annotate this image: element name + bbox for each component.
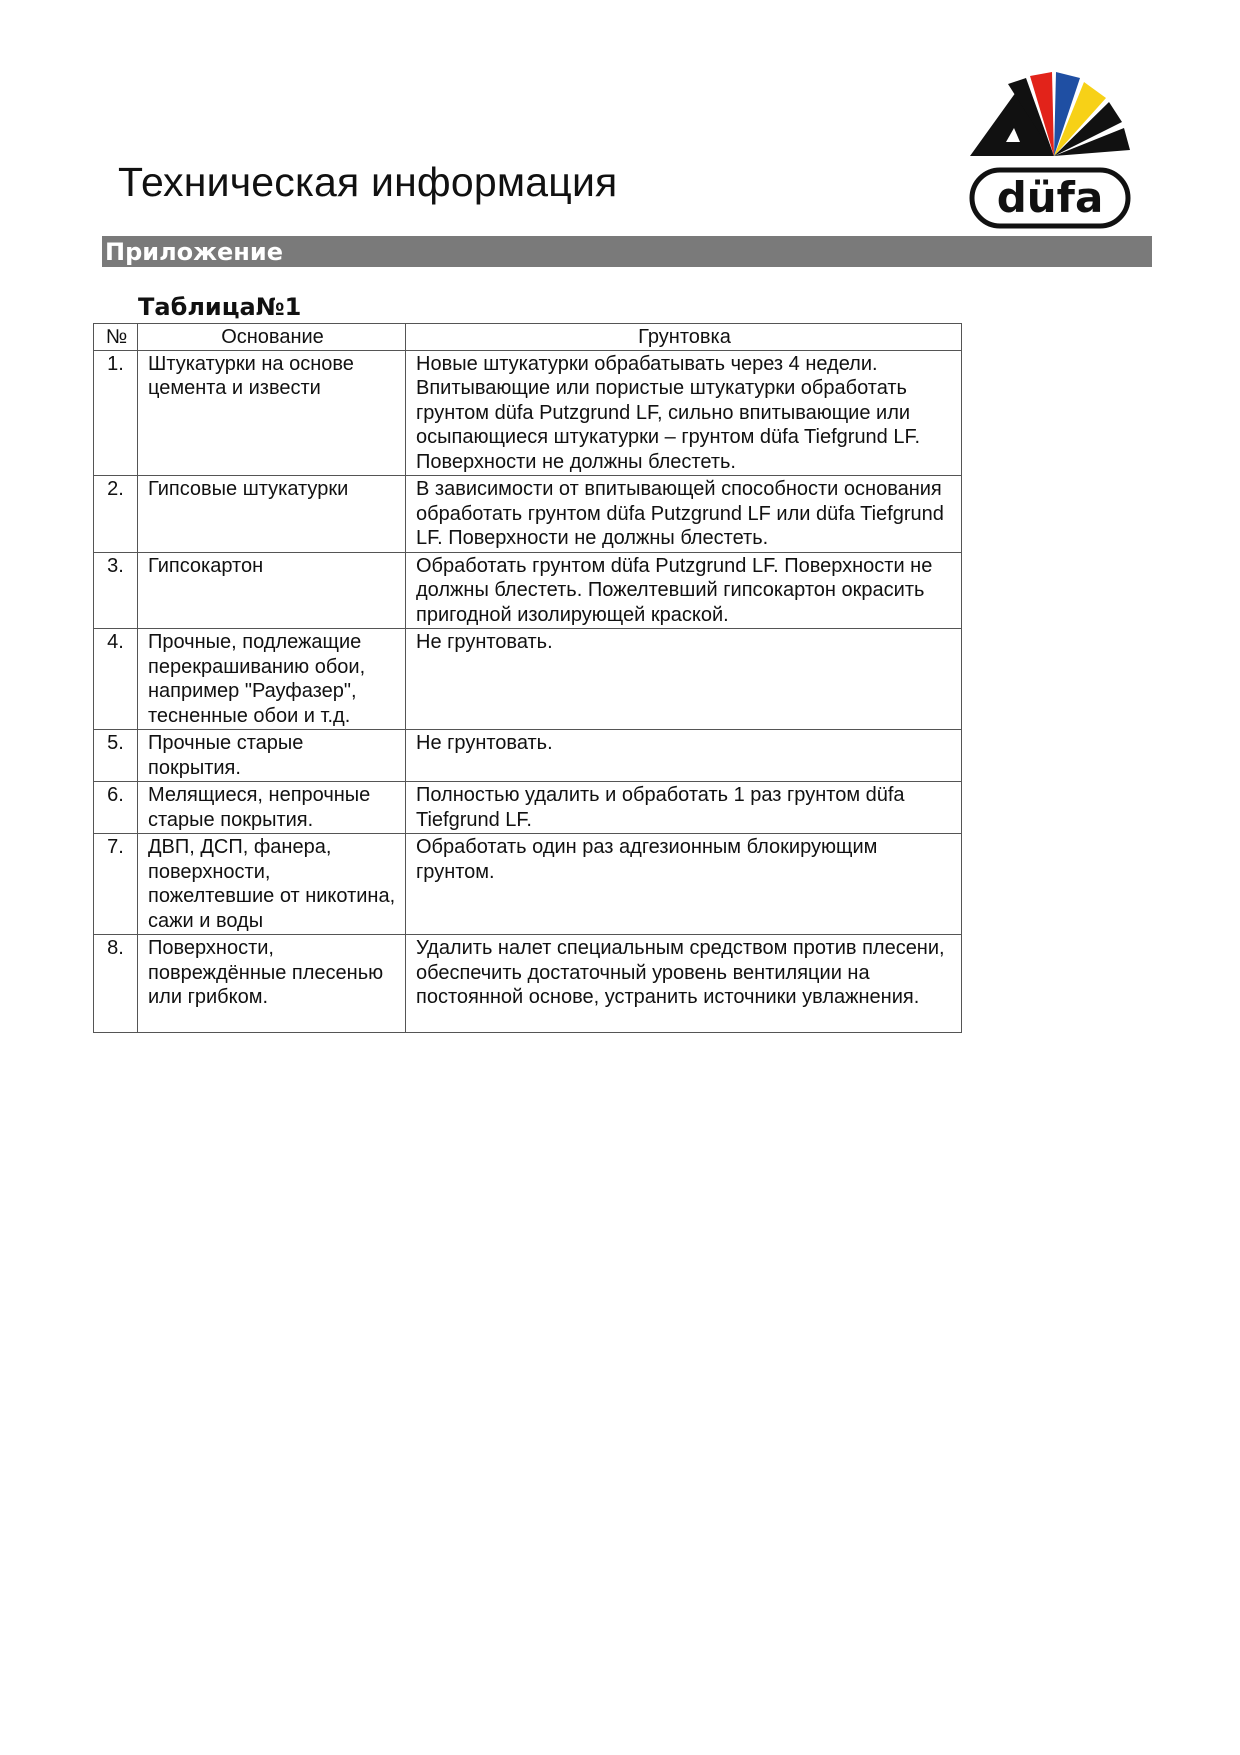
- row-base: Прочные старые покрытия.: [138, 730, 406, 782]
- row-primer: Не грунтовать.: [406, 629, 962, 730]
- row-number: 7.: [94, 834, 138, 935]
- table-row: [94, 350, 962, 476]
- primer-table: [93, 323, 962, 1033]
- table-row: [94, 629, 962, 730]
- row-number: 8.: [94, 935, 138, 1033]
- page-title: Техническая информация: [118, 159, 618, 205]
- row-base: Штукатурки на основе цемента и извести: [138, 350, 406, 476]
- row-base: Мелящиеся, непрочные старые покрытия.: [138, 782, 406, 834]
- header-number: №: [94, 324, 138, 351]
- row-primer: Удалить налет специальным средством против плесени, обеспечить достаточный уровень вентиляции на постоянной основе, устранить источники увлажнения.: [406, 935, 962, 1033]
- row-number: 1.: [94, 350, 138, 476]
- row-primer: Полностью удалить и обработать 1 раз грунтом düfa Tiefgrund LF.: [406, 782, 962, 834]
- dufa-logo: [968, 72, 1132, 232]
- row-base: Поверхности, повреждённые плесенью или грибком.: [138, 935, 406, 1033]
- header-primer: Грунтовка: [406, 324, 962, 351]
- row-number: 5.: [94, 730, 138, 782]
- row-number: 4.: [94, 629, 138, 730]
- table-row: [94, 730, 962, 782]
- row-base: Прочные, подлежащие перекрашиванию обои, например "Рауфазер", тесненные обои и т.д.: [138, 629, 406, 730]
- table-header-row: [94, 324, 962, 351]
- table-row: [94, 782, 962, 834]
- table-caption: Таблица№1: [138, 293, 302, 321]
- row-primer: Обработать грунтом düfa Putzgrund LF. Поверхности не должны блестеть. Пожелтевший гипсокартон окрасить пригодной изолирующей краской.: [406, 552, 962, 629]
- row-base: Гипсовые штукатурки: [138, 476, 406, 553]
- section-header-bar: [102, 236, 1152, 267]
- row-number: 3.: [94, 552, 138, 629]
- dufa-logo-graphic: [968, 72, 1132, 232]
- row-primer: Не грунтовать.: [406, 730, 962, 782]
- header-base: Основание: [138, 324, 406, 351]
- section-title: Приложение: [105, 238, 283, 266]
- row-primer: Обработать один раз адгезионным блокирующим грунтом.: [406, 834, 962, 935]
- row-number: 6.: [94, 782, 138, 834]
- table-row: [94, 552, 962, 629]
- row-primer: Новые штукатурки обрабатывать через 4 недели. Впитывающие или пористые штукатурки обработать грунтом düfa Putzgrund LF, сильно впитывающие или осыпающиеся штукатурки – грунтом düfa Tiefgrund LF. Поверхности не должны блестеть.: [406, 350, 962, 476]
- table-row: [94, 935, 962, 1033]
- logo-wordmark: düfa: [996, 173, 1104, 222]
- table-row: [94, 476, 962, 553]
- row-primer: В зависимости от впитывающей способности основания обработать грунтом düfa Putzgrund LF или düfa Tiefgrund LF. Поверхности не должны блестеть.: [406, 476, 962, 553]
- table-row: [94, 834, 962, 935]
- row-base: Гипсокартон: [138, 552, 406, 629]
- row-number: 2.: [94, 476, 138, 553]
- row-base: ДВП, ДСП, фанера, поверхности, пожелтевшие от никотина, сажи и воды: [138, 834, 406, 935]
